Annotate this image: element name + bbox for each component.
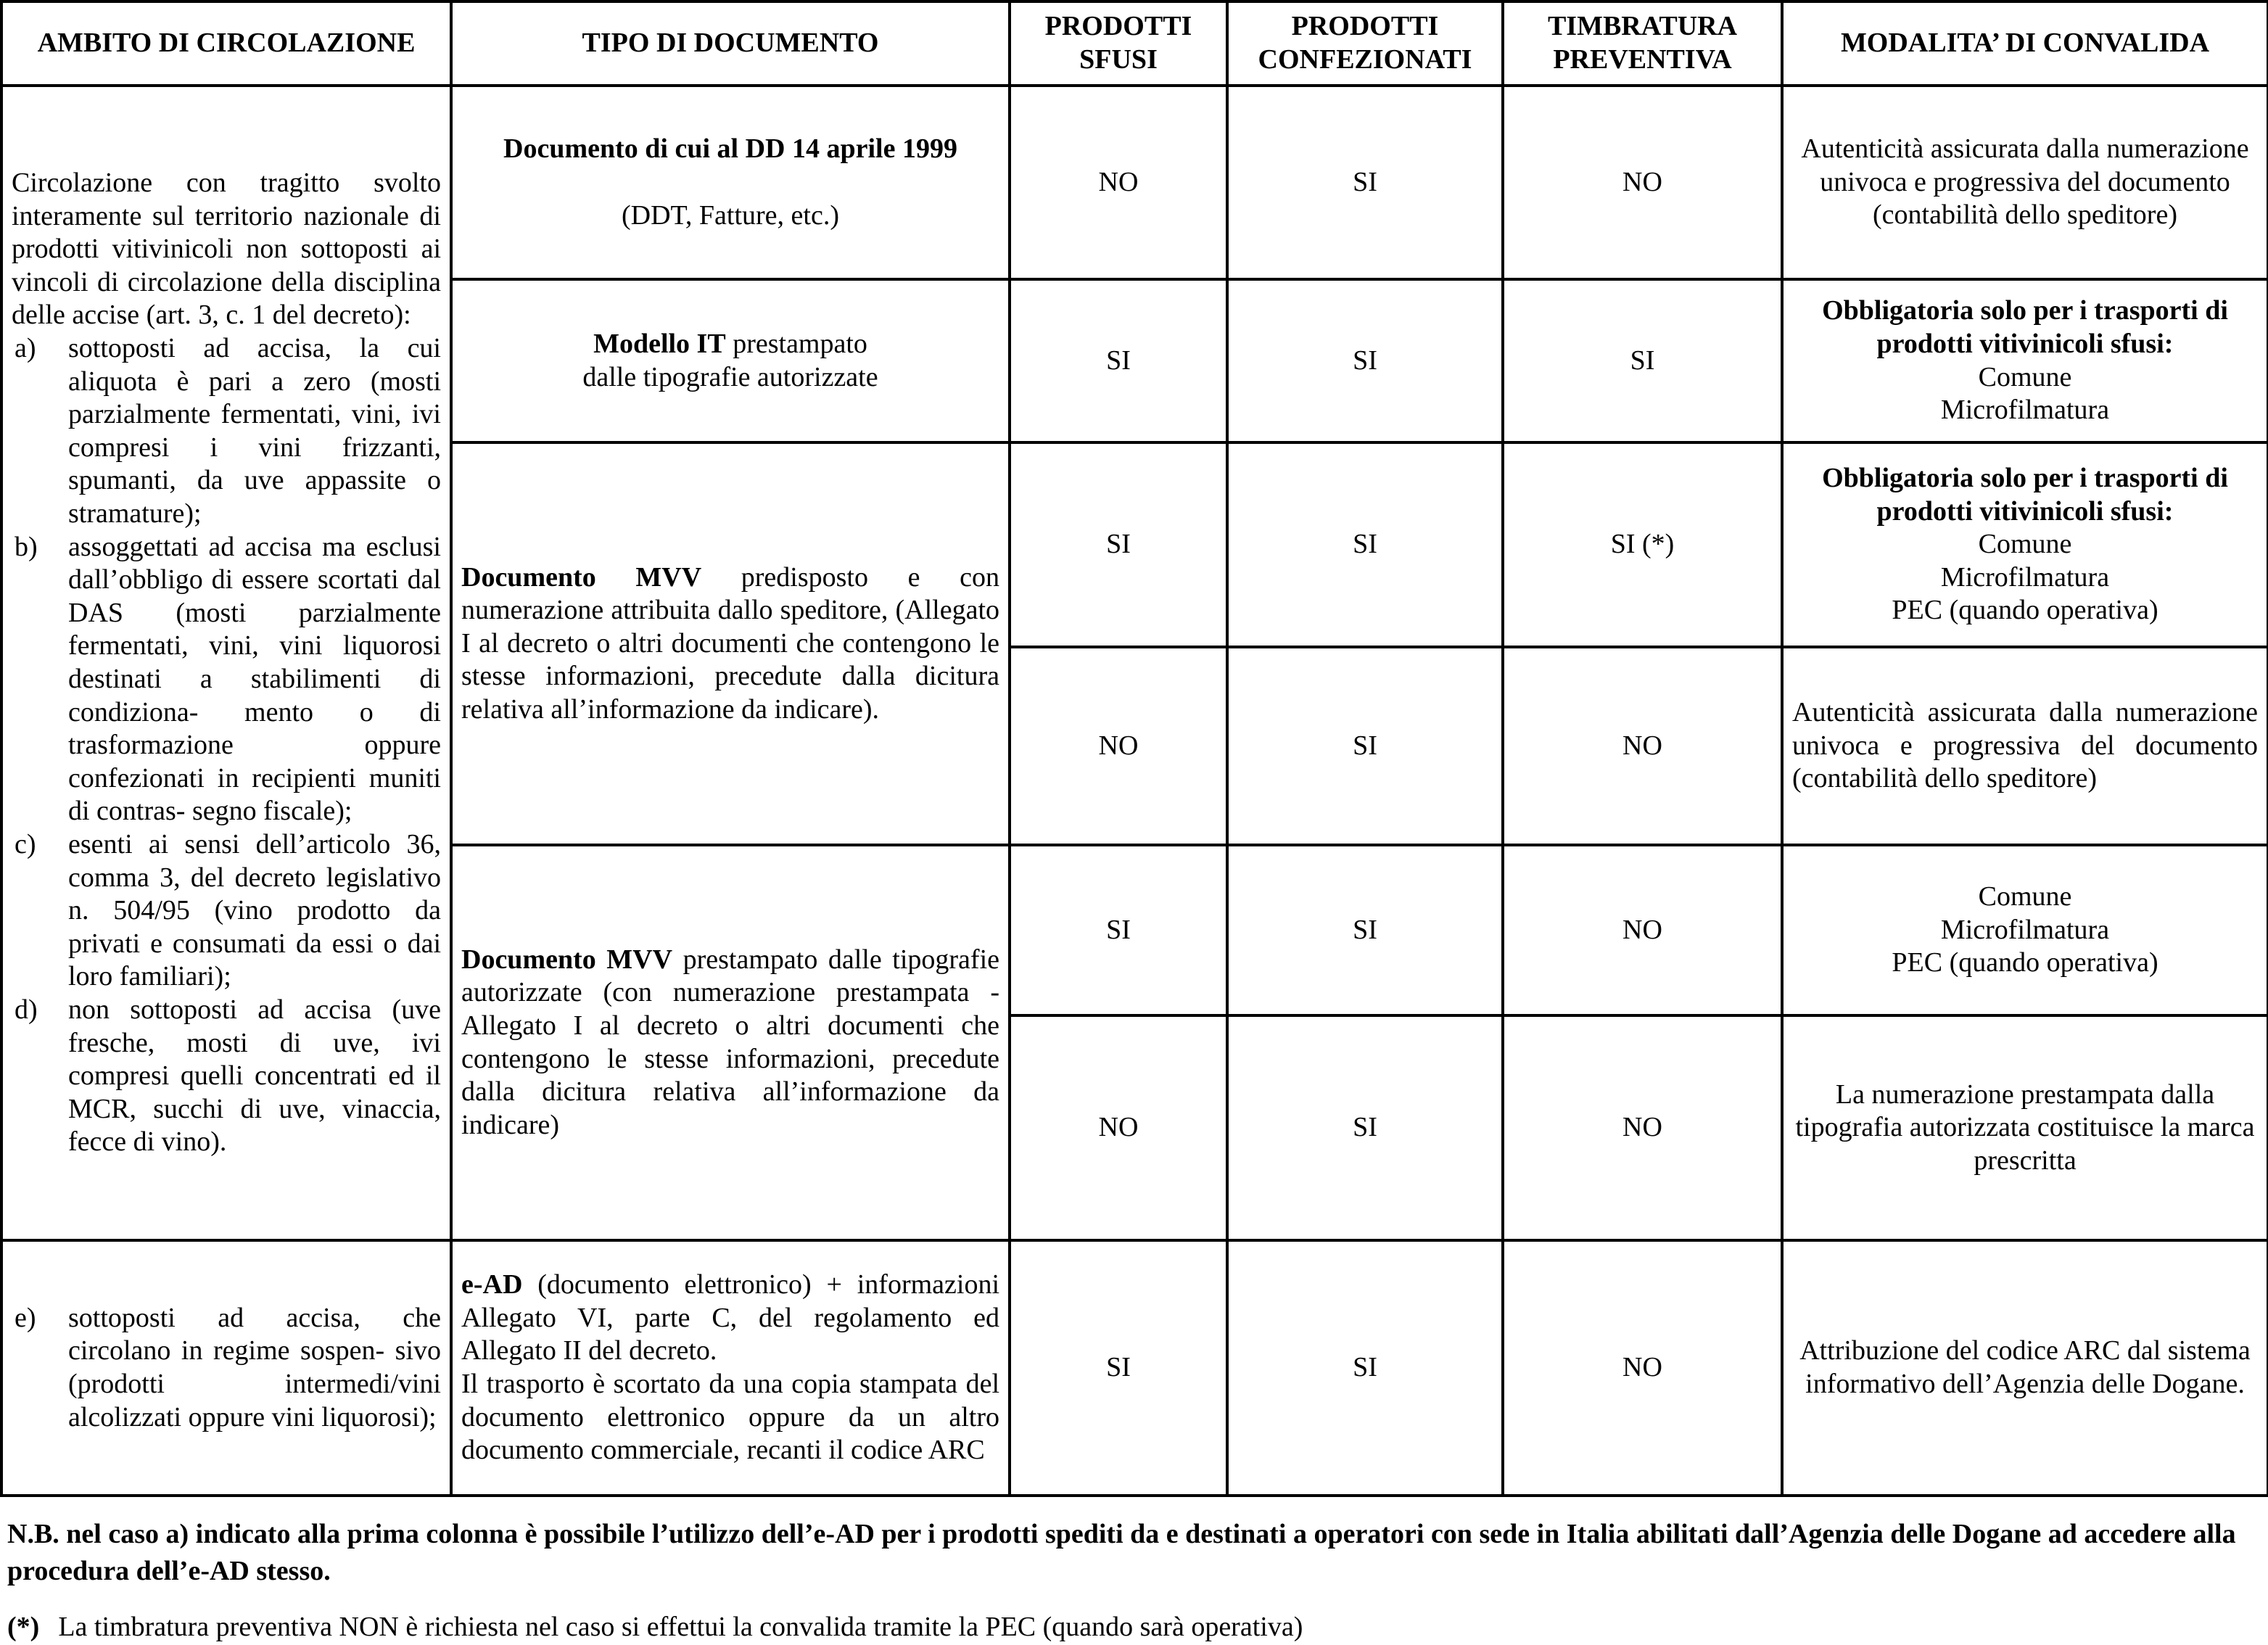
ambito-item-a-label: a) — [15, 333, 36, 364]
modalita-r3-line: Microfilmatura — [1940, 561, 2110, 593]
ambito-item-b — [12, 531, 441, 828]
doc-mvv-prestampato-bold: Documento MVV — [461, 944, 673, 975]
modalita-r3-heading: Obbligatoria solo per i trasporti di prodotti vitivinicoli sfusi: — [1822, 463, 2228, 527]
header-ambito-circolazione: AMBITO DI CIRCOLAZIONE — [1, 1, 451, 86]
cell-timbratura-r5: NO — [1503, 845, 1782, 1015]
modalita-r5-line: Microfilmatura — [1940, 914, 2110, 945]
cell-confezionati-r2: SI — [1227, 279, 1503, 442]
cell-ambito-a-d — [1, 86, 451, 1240]
cell-timbratura-r1: NO — [1503, 86, 1782, 279]
cell-modalita-r5 — [1782, 845, 2268, 1015]
cell-modalita-r7: Attribuzione del codice ARC dal sistema informativo dell’Agenzia delle Dogane. — [1782, 1240, 2268, 1496]
doc-ead-rest: (documento elettronico) + informazioni Allegato VI, parte C, del regolamento ed Allegato II del decreto. — [461, 1269, 999, 1366]
modalita-r2-line: Microfilmatura — [1940, 395, 2110, 426]
cell-timbratura-r2: SI — [1503, 279, 1782, 442]
cell-doc-modello-it — [451, 279, 1010, 442]
doc-dd1999-subtitle: (DDT, Fatture, etc.) — [621, 199, 839, 231]
cell-modalita-r3 — [1782, 442, 2268, 647]
header-row — [1, 1, 2268, 86]
cell-doc-dd1999 — [451, 86, 1010, 279]
doc-dd1999-title: Documento di cui al DD 14 aprile 1999 — [503, 133, 957, 164]
header-prodotti-sfusi: PRODOTTI SFUSI — [1010, 1, 1227, 86]
doc-mvv-prestampato-rest: prestampato dalle tipografie autorizzate (con numerazione prestampata - Allegato I al decreto o altri documenti che contengono le stesse informazioni, precedute dalla dicitura relativa all’informazione da indicare) — [461, 944, 999, 1140]
ambito-intro: Circolazione con tragitto svolto interamente sul territorio nazionale di prodotti vitivinicoli non sottoposti ai vincoli di circolazione della disciplina delle accise (art. 3, c. 1 del decreto): — [12, 168, 441, 331]
doc-ead-para2: Il trasporto è scortato da una copia stampata del documento elettronico oppure da un altro documento commerciale, recanti il codice ARC — [461, 1369, 999, 1466]
cell-doc-mvv-predisposto — [451, 442, 1010, 845]
cell-sfusi-r5: SI — [1010, 845, 1227, 1015]
table-row — [1, 1240, 2268, 1496]
cell-confezionati-r1: SI — [1227, 86, 1503, 279]
cell-sfusi-r4: NO — [1010, 647, 1227, 845]
ambito-item-d-text: non sottoposti ad accisa (uve fresche, mosti di uve, ivi compresi quelli concentrati ed il MCR, succhi di uve, vinaccia, fecce di vino). — [68, 994, 441, 1158]
cell-timbratura-r6: NO — [1503, 1015, 1782, 1240]
doc-modello-it-rest: prestampato — [725, 328, 867, 359]
note-star — [7, 1609, 2261, 1645]
header-prodotti-confezionati: PRODOTTI CONFEZIONATI — [1227, 1, 1503, 86]
cell-ambito-e — [1, 1240, 451, 1496]
cell-modalita-r4: Autenticità assicurata dalla numerazione univoca e progressiva del documento (contabilità dello speditore) — [1782, 647, 2268, 845]
cell-modalita-r1: Autenticità assicurata dalla numerazione univoca e progressiva del documento (contabilità dello speditore) — [1782, 86, 2268, 279]
footnotes — [0, 1497, 2268, 1645]
modalita-r5-line: PEC (quando operativa) — [1892, 947, 2158, 978]
doc-modello-it-bold: Modello IT — [593, 328, 726, 359]
cell-timbratura-r7: NO — [1503, 1240, 1782, 1496]
cell-confezionati-r6: SI — [1227, 1015, 1503, 1240]
cell-confezionati-r3: SI — [1227, 442, 1503, 647]
ambito-item-e — [12, 1302, 441, 1434]
ambito-item-e-text: sottoposti ad accisa, che circolano in regime sospen- sivo (prodotti intermedi/vini alcolizzati oppure vini liquorosi); — [68, 1302, 441, 1432]
cell-doc-mvv-prestampato — [451, 845, 1010, 1240]
cell-doc-ead — [451, 1240, 1010, 1496]
modalita-r2-heading: Obbligatoria solo per i trasporti di prodotti vitivinicoli sfusi: — [1822, 295, 2228, 359]
note-nb: N.B. nel caso a) indicato alla prima colonna è possibile l’utilizzo dell’e-AD per i prodotti spediti da e destinati a operatori con sede in Italia abilitati dall’Agenzia delle Dogane ad accedere alla procedura dell’e-AD stesso. — [7, 1519, 2236, 1587]
ambito-item-d-label: d) — [15, 994, 38, 1025]
cell-confezionati-r7: SI — [1227, 1240, 1503, 1496]
cell-timbratura-r4: NO — [1503, 647, 1782, 845]
ambito-item-a-text: sottoposti ad accisa, la cui aliquota è pari a zero (mosti parzialmente fermentati, vini, ivi compresi i vini frizzanti, spumanti, da uve appassite o stramature); — [68, 333, 441, 529]
doc-mvv-predisposto-bold: Documento MVV — [461, 561, 702, 593]
cell-sfusi-r1: NO — [1010, 86, 1227, 279]
modalita-r5-line: Comune — [1978, 881, 2072, 912]
ambito-item-a — [12, 332, 441, 531]
ambito-item-e-label: e) — [15, 1302, 36, 1333]
cell-modalita-r2 — [1782, 279, 2268, 442]
cell-sfusi-r3: SI — [1010, 442, 1227, 647]
cell-sfusi-r2: SI — [1010, 279, 1227, 442]
doc-modello-it-line2: dalle tipografie autorizzate — [582, 361, 878, 392]
note-star-label: (*) — [7, 1611, 40, 1642]
cell-confezionati-r5: SI — [1227, 845, 1503, 1015]
modalita-r2-line: Comune — [1978, 361, 2072, 392]
header-tipo-documento: TIPO DI DOCUMENTO — [451, 1, 1010, 86]
header-timbratura-preventiva: TIMBRATURA PREVENTIVA — [1503, 1, 1782, 86]
note-star-text: La timbratura preventiva NON è richiesta nel caso si effettui la convalida tramite la PEC (quando sarà operativa) — [58, 1611, 1303, 1642]
ambito-item-c-label: c) — [15, 828, 36, 859]
cell-modalita-r6: La numerazione prestampata dalla tipografia autorizzata costituisce la marca prescritta — [1782, 1015, 2268, 1240]
doc-ead-bold: e-AD — [461, 1269, 523, 1300]
table-row — [1, 86, 2268, 279]
ambito-item-b-label: b) — [15, 531, 38, 562]
cell-timbratura-r3: SI (*) — [1503, 442, 1782, 647]
cell-confezionati-r4: SI — [1227, 647, 1503, 845]
doc-mvv-predisposto-rest: predisposto e con numerazione attribuita dallo speditore, (Allegato I al decreto o altri documenti che contengono le stesse informazioni, precedute dalla dicitura relativa all’informazione da indicare). — [461, 561, 999, 725]
ambito-item-c — [12, 828, 441, 994]
cell-sfusi-r7: SI — [1010, 1240, 1227, 1496]
modalita-r3-line: PEC (quando operativa) — [1892, 595, 2158, 626]
ambito-item-b-text: assoggettati ad accisa ma esclusi dall’obbligo di essere scortati dal DAS (mosti parzialmente fermentati, vini, vini liquorosi destinati a stabilimenti di condiziona- mento o di trasformazione oppure confezionati in recipienti muniti di contras- segno fiscale); — [68, 531, 441, 827]
modalita-r3-line: Comune — [1978, 529, 2072, 560]
ambito-item-c-text: esenti ai sensi dell’articolo 36, comma 3, del decreto legislativo n. 504/95 (vino prodotto da privati e consumati da essi o dai loro familiari); — [68, 828, 441, 992]
ambito-item-d — [12, 994, 441, 1159]
cell-sfusi-r6: NO — [1010, 1015, 1227, 1240]
header-modalita-convalida: MODALITA’ DI CONVALIDA — [1782, 1, 2268, 86]
